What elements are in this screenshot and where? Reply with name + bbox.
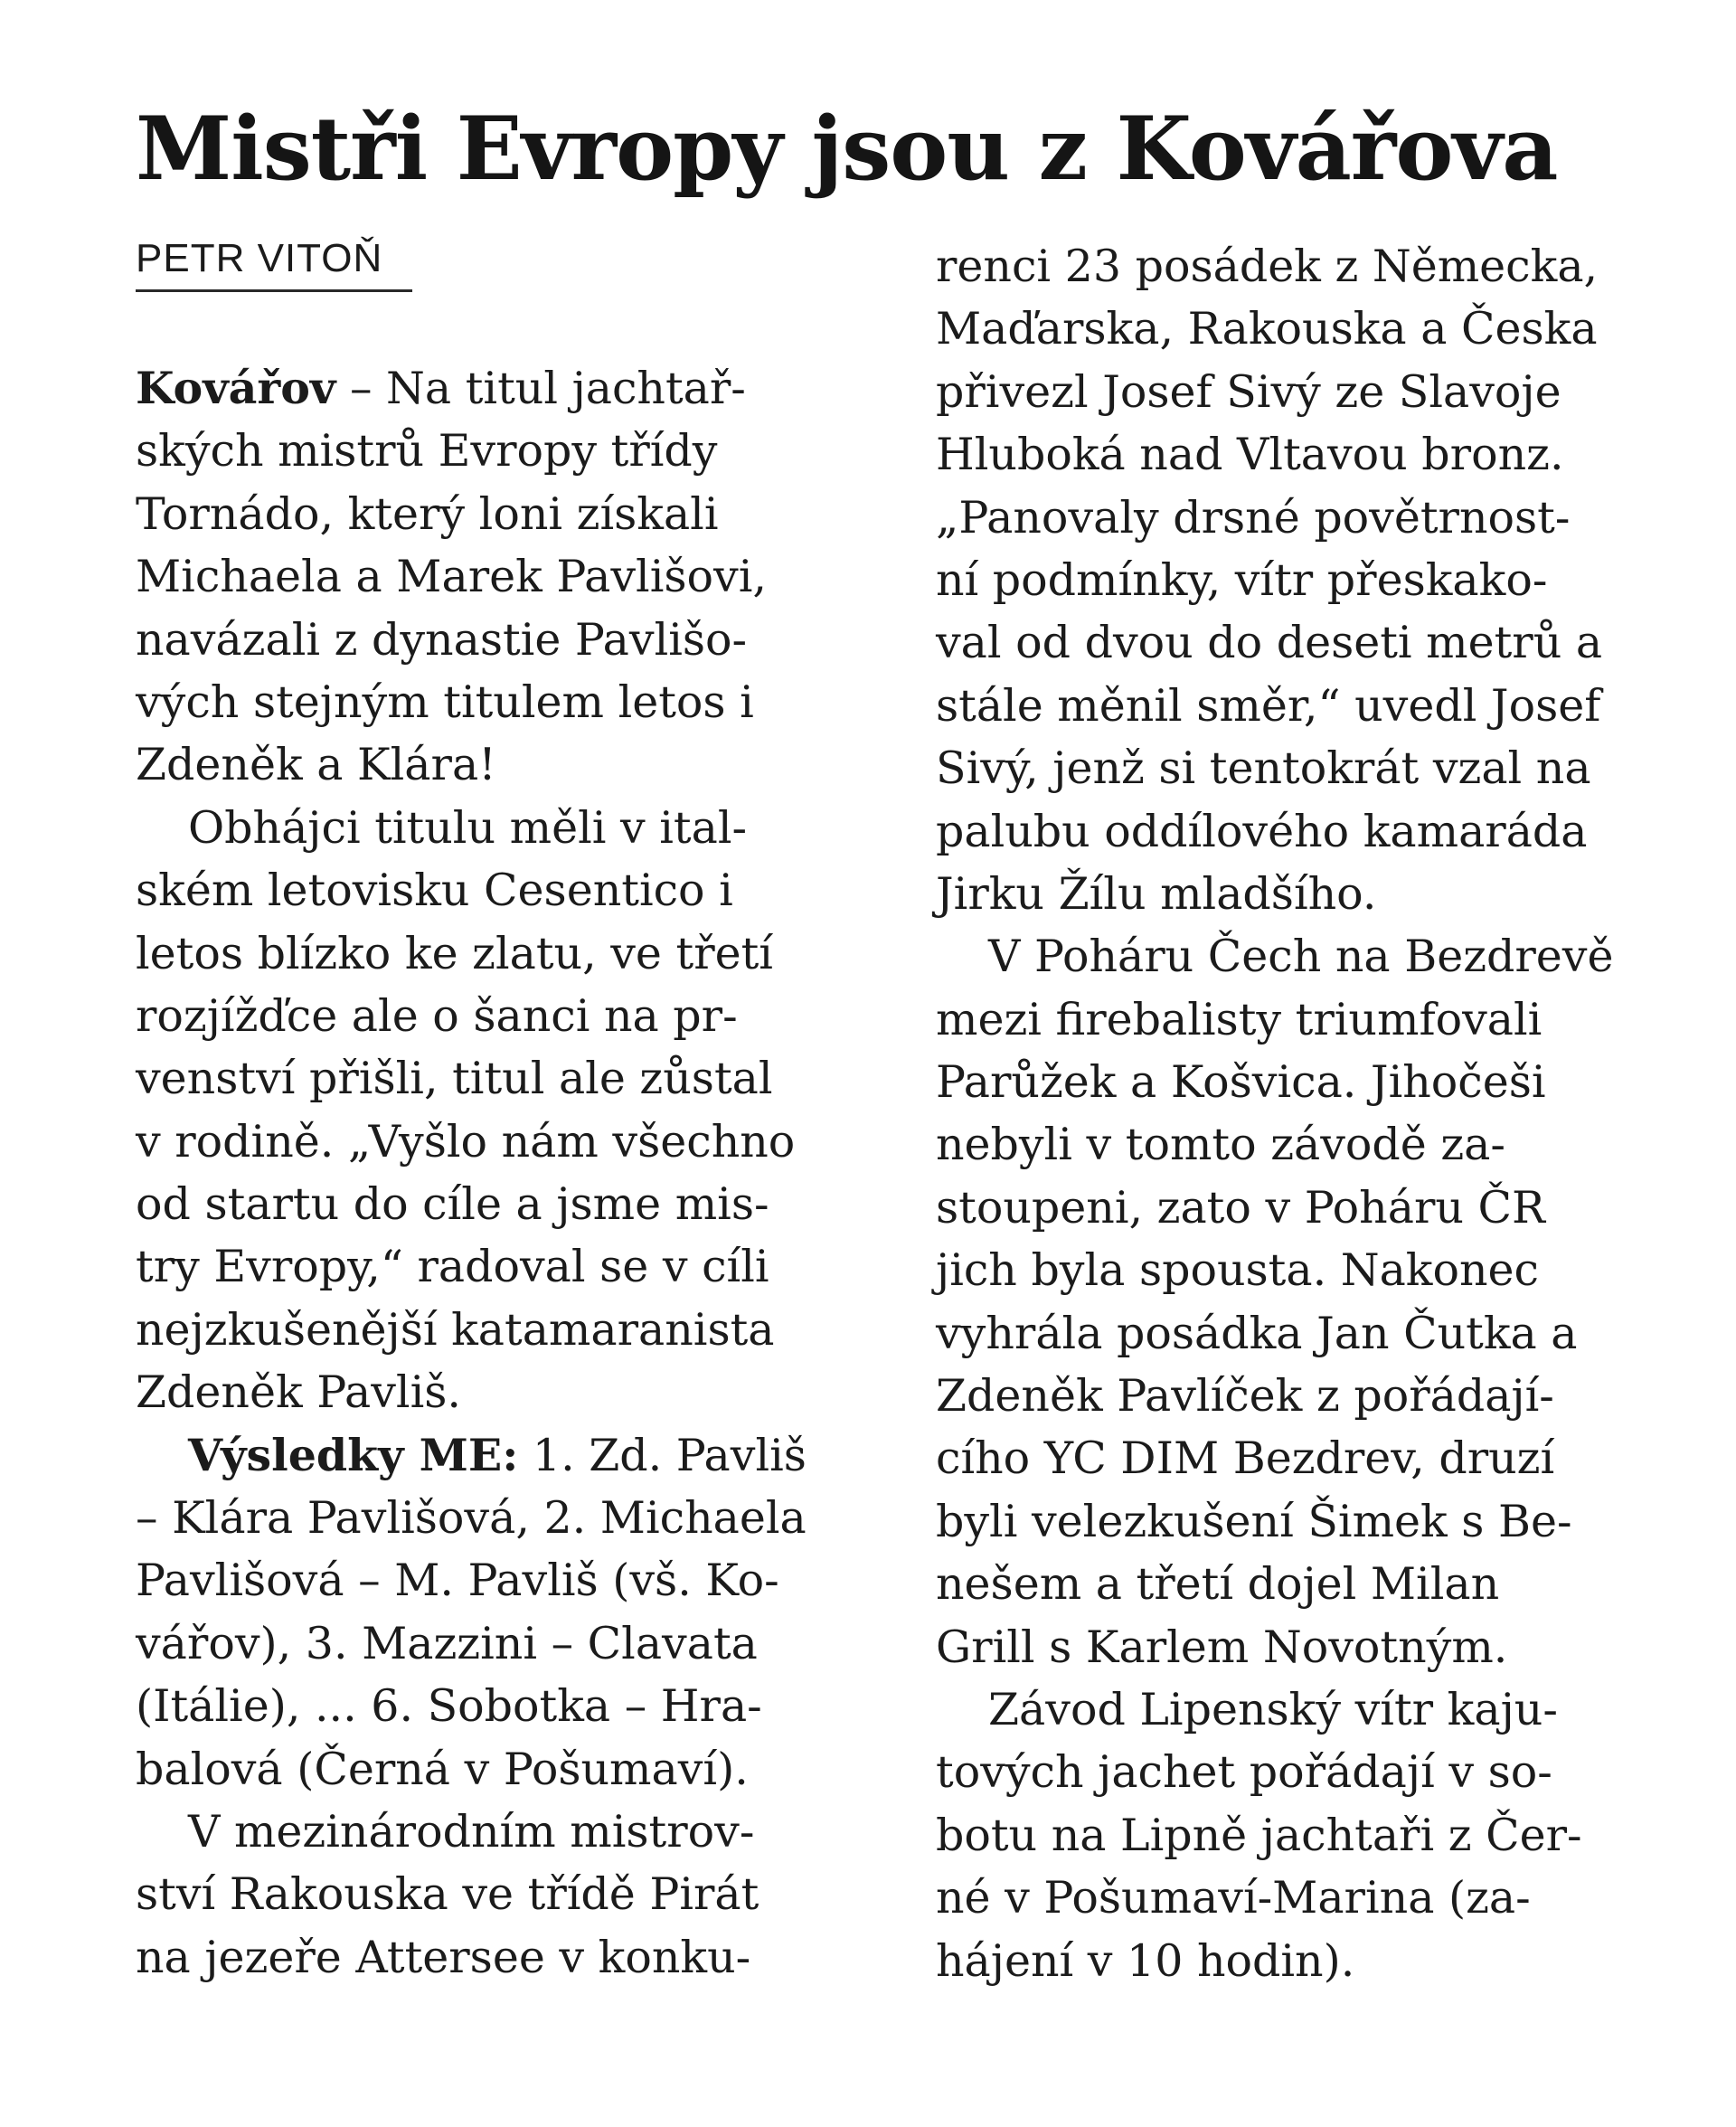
- text-line: V mezinárodním mistrov-: [188, 1805, 755, 1858]
- text-line: Maďarska, Rakouska a Česka: [936, 303, 1598, 355]
- text-line: Výsledky ME: 1. Zd. Pavliš: [188, 1428, 807, 1481]
- text-line: „Panovaly drsné povětrnost-: [936, 491, 1571, 544]
- text-line: cího YC DIM Bezdrev, druzí: [936, 1432, 1555, 1485]
- text-line: od startu do cíle a jsme mis-: [136, 1178, 769, 1231]
- text-line: vářov), 3. Mazzini – Clavata: [136, 1617, 758, 1669]
- text-line: palubu oddílového kamaráda: [936, 805, 1588, 857]
- byline: PETR VITOŇ: [136, 233, 412, 292]
- paragraph-6: [936, 925, 1713, 1678]
- text-line: renci 23 posádek z Německa,: [936, 241, 1599, 292]
- paragraph-7: [936, 1678, 1713, 1992]
- text-line: Parůžek a Košvica. Jihočeši: [936, 1056, 1546, 1109]
- text-line: byli velezkušení Šimek s Be-: [936, 1495, 1572, 1547]
- headline: Mistři Evropy jsou z Kovářova: [136, 98, 1558, 200]
- text-line: venství přišli, titul ale zůstal: [136, 1053, 773, 1105]
- text-line: stále měnil směr,“ uvedl Josef: [936, 679, 1601, 732]
- text-line: ní podmínky, vítr přeskako-: [936, 553, 1548, 606]
- text-line: nebyli v tomto závodě za-: [936, 1119, 1505, 1171]
- text-line: na jezeře Attersee v konku-: [136, 1931, 751, 1983]
- text-line: letos blízko ke zlatu, ve třetí: [136, 927, 773, 979]
- text-line: mezi firebalisty triumfovali: [936, 993, 1543, 1045]
- text-line: (Itálie), ... 6. Sobotka – Hra-: [136, 1680, 762, 1733]
- dateline: Kovářov: [136, 362, 336, 414]
- text-line: val od dvou do deseti metrů a: [936, 617, 1603, 669]
- text-line: Grill s Karlem Novotným.: [936, 1621, 1508, 1673]
- text-line: nejzkušenější katamaranista: [136, 1303, 775, 1356]
- text-line: ských mistrů Evropy třídy: [136, 425, 718, 477]
- text-line: vyhrála posádka Jan Čutka a: [936, 1307, 1578, 1359]
- text-line: balová (Černá v Pošumaví).: [136, 1743, 749, 1795]
- text-line: přivezl Josef Sivý ze Slavoje: [936, 365, 1561, 418]
- text-line: né v Pošumaví-Marina (za-: [936, 1872, 1531, 1924]
- text-line: stoupeni, zato v Poháru ČR: [936, 1181, 1545, 1234]
- text-line: tových jachet pořádají v so-: [936, 1746, 1552, 1799]
- text-line: botu na Lipně jachtaři z Čer-: [936, 1809, 1582, 1861]
- text-line: Michaela a Marek Pavlišovi,: [136, 551, 767, 603]
- paragraph-2: [136, 797, 922, 1424]
- text-line: – Klára Pavlišová, 2. Michaela: [136, 1492, 807, 1545]
- text-line: jich byla spousta. Nakonec: [936, 1244, 1540, 1297]
- text-line: Hluboká nad Vltavou bronz.: [936, 429, 1564, 481]
- text-line: Kovářov – Na titul jachtař-: [136, 362, 746, 414]
- text-line: try Evropy,“ radoval se v cíli: [136, 1241, 769, 1293]
- text-line: Pavlišová – M. Pavliš (vš. Ko-: [136, 1555, 779, 1607]
- text-line: vých stejným titulem letos i: [136, 676, 754, 728]
- paragraph-4: [136, 1801, 922, 1989]
- text-line: rozjížďce ale o šanci na pr-: [136, 989, 738, 1042]
- text-line: Tornádo, který loni získali: [136, 487, 719, 540]
- right-column: [936, 235, 1713, 1992]
- text-line: nešem a třetí dojel Milan: [936, 1558, 1500, 1611]
- text-line: navázali z dynastie Pavlišo-: [136, 613, 748, 666]
- text-line: Zdeněk a Klára!: [136, 739, 496, 791]
- text-line: Zdeněk Pavlíček z pořádají-: [936, 1370, 1554, 1423]
- text-line: v rodině. „Vyšlo nám všechno: [136, 1115, 796, 1167]
- text-line: hájení v 10 hodin).: [936, 1934, 1355, 1987]
- paragraph-1: [136, 357, 922, 797]
- text-line: Obhájci titulu měli v ital-: [188, 801, 748, 854]
- paragraph-5: [936, 235, 1713, 925]
- text-line: ském letovisku Cesentico i: [136, 865, 733, 917]
- text-line: Zdeněk Pavliš.: [136, 1366, 461, 1419]
- results-lead: Výsledky ME:: [188, 1428, 519, 1481]
- text-line: Závod Lipenský vítr kaju-: [988, 1683, 1558, 1735]
- paragraph-results: [136, 1424, 922, 1801]
- text-line: V Poháru Čech na Bezdrevě: [988, 931, 1614, 983]
- text-line: ství Rakouska ve třídě Pirát: [136, 1868, 760, 1921]
- left-column: [136, 357, 922, 1989]
- text-line: Sivý, jenž si tentokrát vzal na: [936, 742, 1591, 795]
- text-line: Jirku Žílu mladšího.: [936, 867, 1377, 920]
